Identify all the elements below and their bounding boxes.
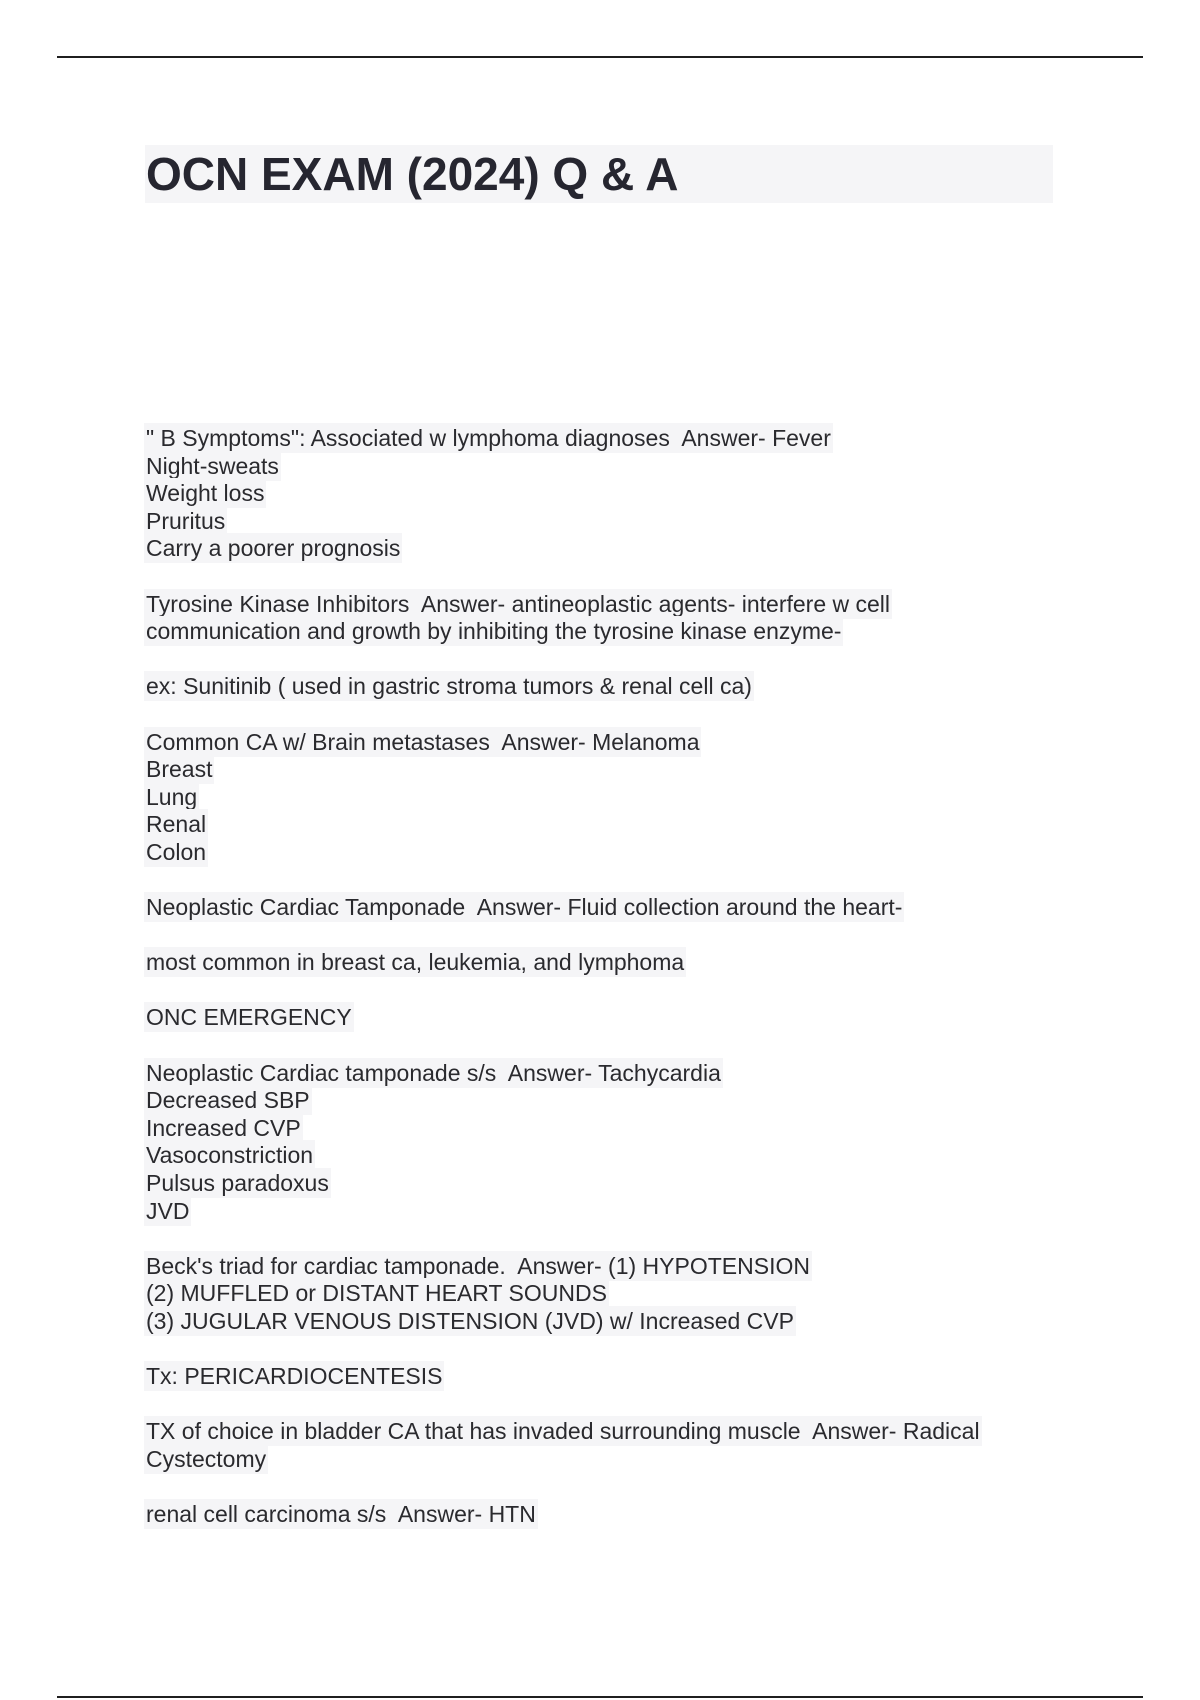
- qa-line: Lung: [146, 783, 198, 810]
- qa-line: (3) JUGULAR VENOUS DISTENSION (JVD) w/ Increased CVP: [146, 1308, 794, 1334]
- qa-line: renal cell carcinoma s/s Answer- HTN: [146, 1501, 536, 1528]
- qa-line: Vasoconstriction: [146, 1142, 314, 1169]
- qa-line: TX of choice in bladder CA that has invaded surrounding muscle Answer- Radical: [146, 1418, 980, 1445]
- qa-line: Common CA w/ Brain metastases Answer- Melanoma: [146, 728, 700, 755]
- blank-line: [146, 1336, 1066, 1364]
- qa-line: Weight loss: [146, 480, 265, 507]
- qa-line: ONC EMERGENCY: [146, 1004, 352, 1031]
- blank-line: [146, 646, 1066, 674]
- qa-line: Neoplastic Cardiac tamponade s/s Answer- Tachycardia: [146, 1059, 721, 1086]
- blank-line: [146, 977, 1066, 1005]
- blank-line: [146, 701, 1066, 729]
- qa-line: " B Symptoms": Associated w lymphoma diagnoses Answer- Fever: [146, 425, 831, 451]
- qa-line: Increased CVP: [146, 1114, 301, 1141]
- qa-content: [146, 425, 1066, 1529]
- qa-line: Carry a poorer prognosis: [146, 535, 401, 562]
- qa-line: Breast: [146, 756, 213, 783]
- qa-line: Neoplastic Cardiac Tamponade Answer- Fluid collection around the heart-: [146, 894, 903, 921]
- blank-line: [146, 922, 1066, 950]
- blank-line: [146, 563, 1066, 591]
- qa-line: Renal: [146, 811, 207, 838]
- blank-line: [146, 1225, 1066, 1253]
- qa-line: Pruritus: [146, 507, 226, 534]
- qa-line: ex: Sunitinib ( used in gastric stroma tumors & renal cell ca): [146, 673, 752, 700]
- qa-line: (2) MUFFLED or DISTANT HEART SOUNDS: [146, 1280, 607, 1307]
- qa-line: Decreased SBP: [146, 1087, 310, 1114]
- top-rule: [57, 56, 1143, 58]
- page-title: OCN EXAM (2024) Q & A: [146, 148, 679, 200]
- qa-line: JVD: [146, 1197, 190, 1224]
- blank-line: [146, 1474, 1066, 1502]
- qa-line: Colon: [146, 838, 207, 865]
- blank-line: [146, 1391, 1066, 1419]
- blank-line: [146, 867, 1066, 895]
- bottom-rule: [57, 1696, 1143, 1698]
- qa-line: Cystectomy: [146, 1445, 267, 1472]
- qa-line: Night-sweats: [146, 452, 279, 479]
- qa-line: Tyrosine Kinase Inhibitors Answer- antineoplastic agents- interfere w cell: [146, 590, 891, 617]
- qa-line: communication and growth by inhibiting the tyrosine kinase enzyme-: [146, 618, 842, 645]
- qa-line: most common in breast ca, leukemia, and lymphoma: [146, 949, 685, 976]
- qa-line: Beck's triad for cardiac tamponade. Answer- (1) HYPOTENSION: [146, 1252, 810, 1279]
- qa-line: Tx: PERICARDIOCENTESIS: [146, 1363, 443, 1390]
- blank-line: [146, 1032, 1066, 1060]
- qa-line: Pulsus paradoxus: [146, 1170, 329, 1197]
